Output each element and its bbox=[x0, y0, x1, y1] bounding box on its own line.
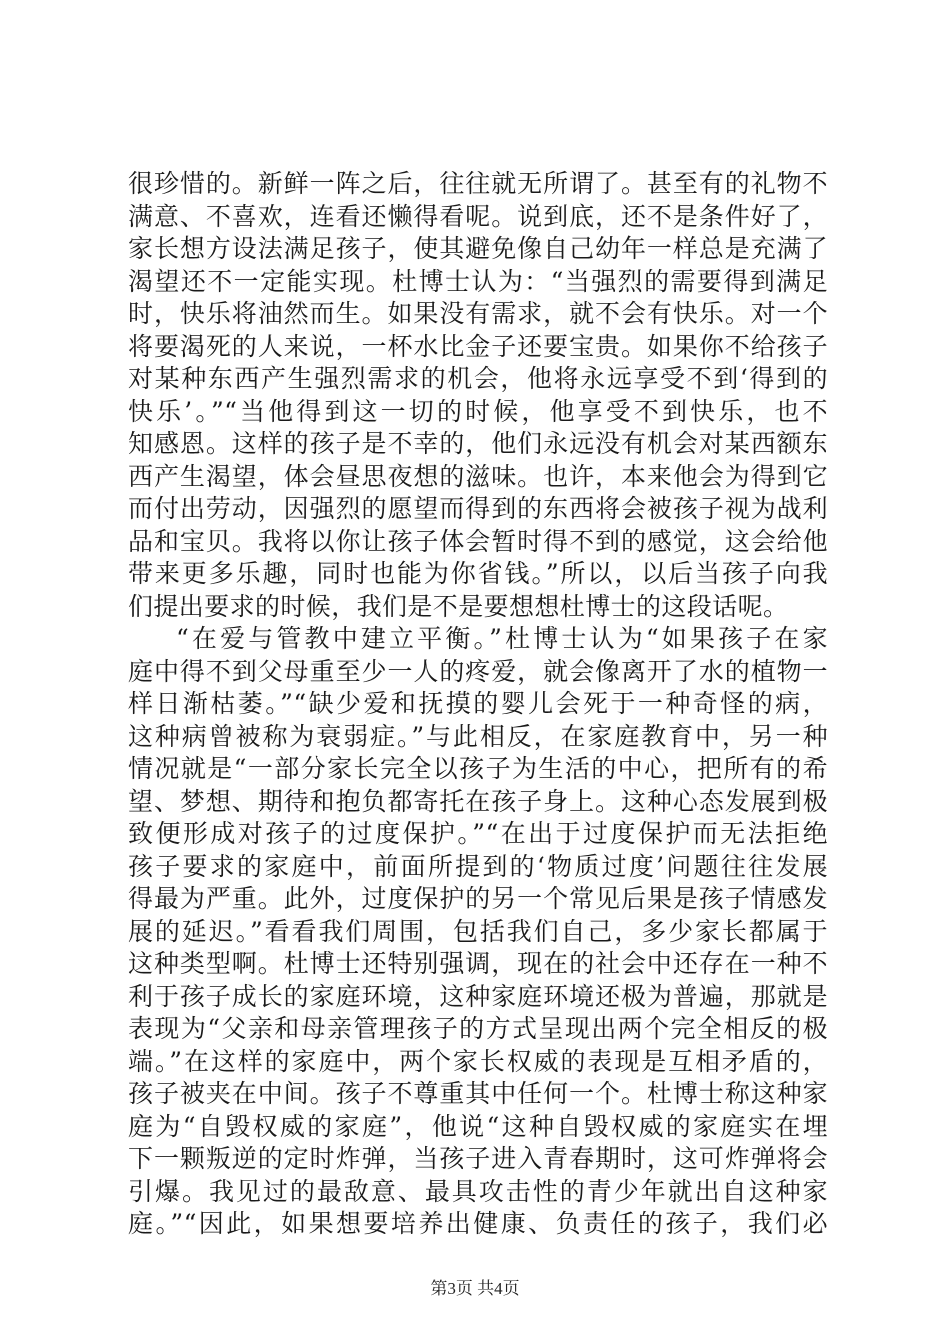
text-line: 致便形成对孩子的过度保护。”“在出于过度保护而无法拒绝 bbox=[128, 819, 828, 848]
text-line: 得最为严重。此外，过度保护的另一个常见后果是孩子情感发 bbox=[128, 884, 828, 913]
text-line: 端。”在这样的家庭中，两个家长权威的表现是互相矛盾的， bbox=[128, 1046, 828, 1076]
paragraph-start-line: “在爱与管教中建立平衡。”杜博士认为“如果孩子在家 bbox=[176, 624, 828, 653]
text-line: 情况就是“一部分家长完全以孩子为生活的中心，把所有的希 bbox=[128, 754, 828, 783]
text-line: 家长想方设法满足孩子，使其避免像自己幼年一样总是充满了 bbox=[128, 234, 828, 263]
paragraph-end-line: 们提出要求的时候，我们是不是要想想杜博士的这段话呢。 bbox=[128, 591, 789, 621]
text-line: 时，快乐将油然而生。如果没有需求，就不会有快乐。对一个 bbox=[128, 299, 828, 328]
text-line: 这种类型啊。杜博士还特别强调，现在的社会中还存在一种不 bbox=[128, 949, 828, 978]
text-line: 孩子被夹在中间。孩子不尊重其中任何一个。杜博士称这种家 bbox=[128, 1079, 828, 1108]
text-line: 庭为“自毁权威的家庭”，他说“这种自毁权威的家庭实在埋 bbox=[128, 1111, 828, 1141]
text-line: 知感恩。这样的孩子是不幸的，他们永远没有机会对某西额东 bbox=[128, 429, 828, 458]
text-line: 孩子要求的家庭中，前面所提到的‘物质过度’问题往往发展 bbox=[128, 851, 828, 881]
text-line: 利于孩子成长的家庭环境，这种家庭环境还极为普遍，那就是 bbox=[128, 981, 828, 1011]
text-line: 望、梦想、期待和抱负都寄托在孩子身上。这种心态发展到极 bbox=[128, 786, 828, 816]
text-line: 西产生渴望，体会昼思夜想的滋味。也许，本来他会为得到它 bbox=[128, 461, 828, 491]
text-line: 庭中得不到父母重至少一人的疼爱，就会像离开了水的植物一 bbox=[128, 656, 828, 686]
page-number-footer: 第3页 共4页 bbox=[430, 1279, 520, 1298]
text-line: 表现为“父亲和母亲管理孩子的方式呈现出两个完全相反的极 bbox=[128, 1014, 828, 1043]
text-line: 样日渐枯萎。”“缺少爱和抚摸的婴儿会死于一种奇怪的病， bbox=[128, 689, 828, 718]
text-line: 引爆。我见过的最敌意、最具攻击性的青少年就出自这种家 bbox=[128, 1176, 828, 1206]
text-line: 而付出劳动，因强烈的愿望而得到的东西将会被孩子视为战利 bbox=[128, 494, 828, 523]
text-line: 品和宝贝。我将以你让孩子体会暂时得不到的感觉，这会给他 bbox=[128, 526, 828, 556]
text-line: 庭。”“因此，如果想要培养出健康、负责任的孩子，我们必 bbox=[128, 1209, 828, 1238]
text-line: 展的延迟。”看看我们周围，包括我们自己，多少家长都属于 bbox=[128, 916, 828, 946]
body-text bbox=[128, 168, 828, 1241]
text-line: 满意、不喜欢，连看还懒得看呢。说到底，还不是条件好了， bbox=[128, 201, 828, 231]
text-line: 将要渴死的人来说，一杯水比金子还要宝贵。如果你不给孩子 bbox=[128, 331, 828, 361]
text-line: 下一颗叛逆的定时炸弹，当孩子进入青春期时，这可炸弹将会 bbox=[128, 1144, 828, 1173]
text-line: 渴望还不一定能实现。杜博士认为：“当强烈的需要得到满足 bbox=[128, 266, 828, 296]
text-line: 带来更多乐趣，同时也能为你省钱。”所以，以后当孩子向我 bbox=[128, 559, 828, 588]
text-line: 很珍惜的。新鲜一阵之后，往往就无所谓了。甚至有的礼物不 bbox=[128, 169, 828, 198]
text-line: 对某种东西产生强烈需求的机会，他将永远享受不到‘得到的 bbox=[128, 364, 828, 393]
text-line: 这种病曾被称为衰弱症。”与此相反，在家庭教育中，另一种 bbox=[128, 721, 828, 751]
text-line: 快乐’。”“当他得到这一切的时候，他享受不到快乐，也不 bbox=[128, 396, 828, 426]
